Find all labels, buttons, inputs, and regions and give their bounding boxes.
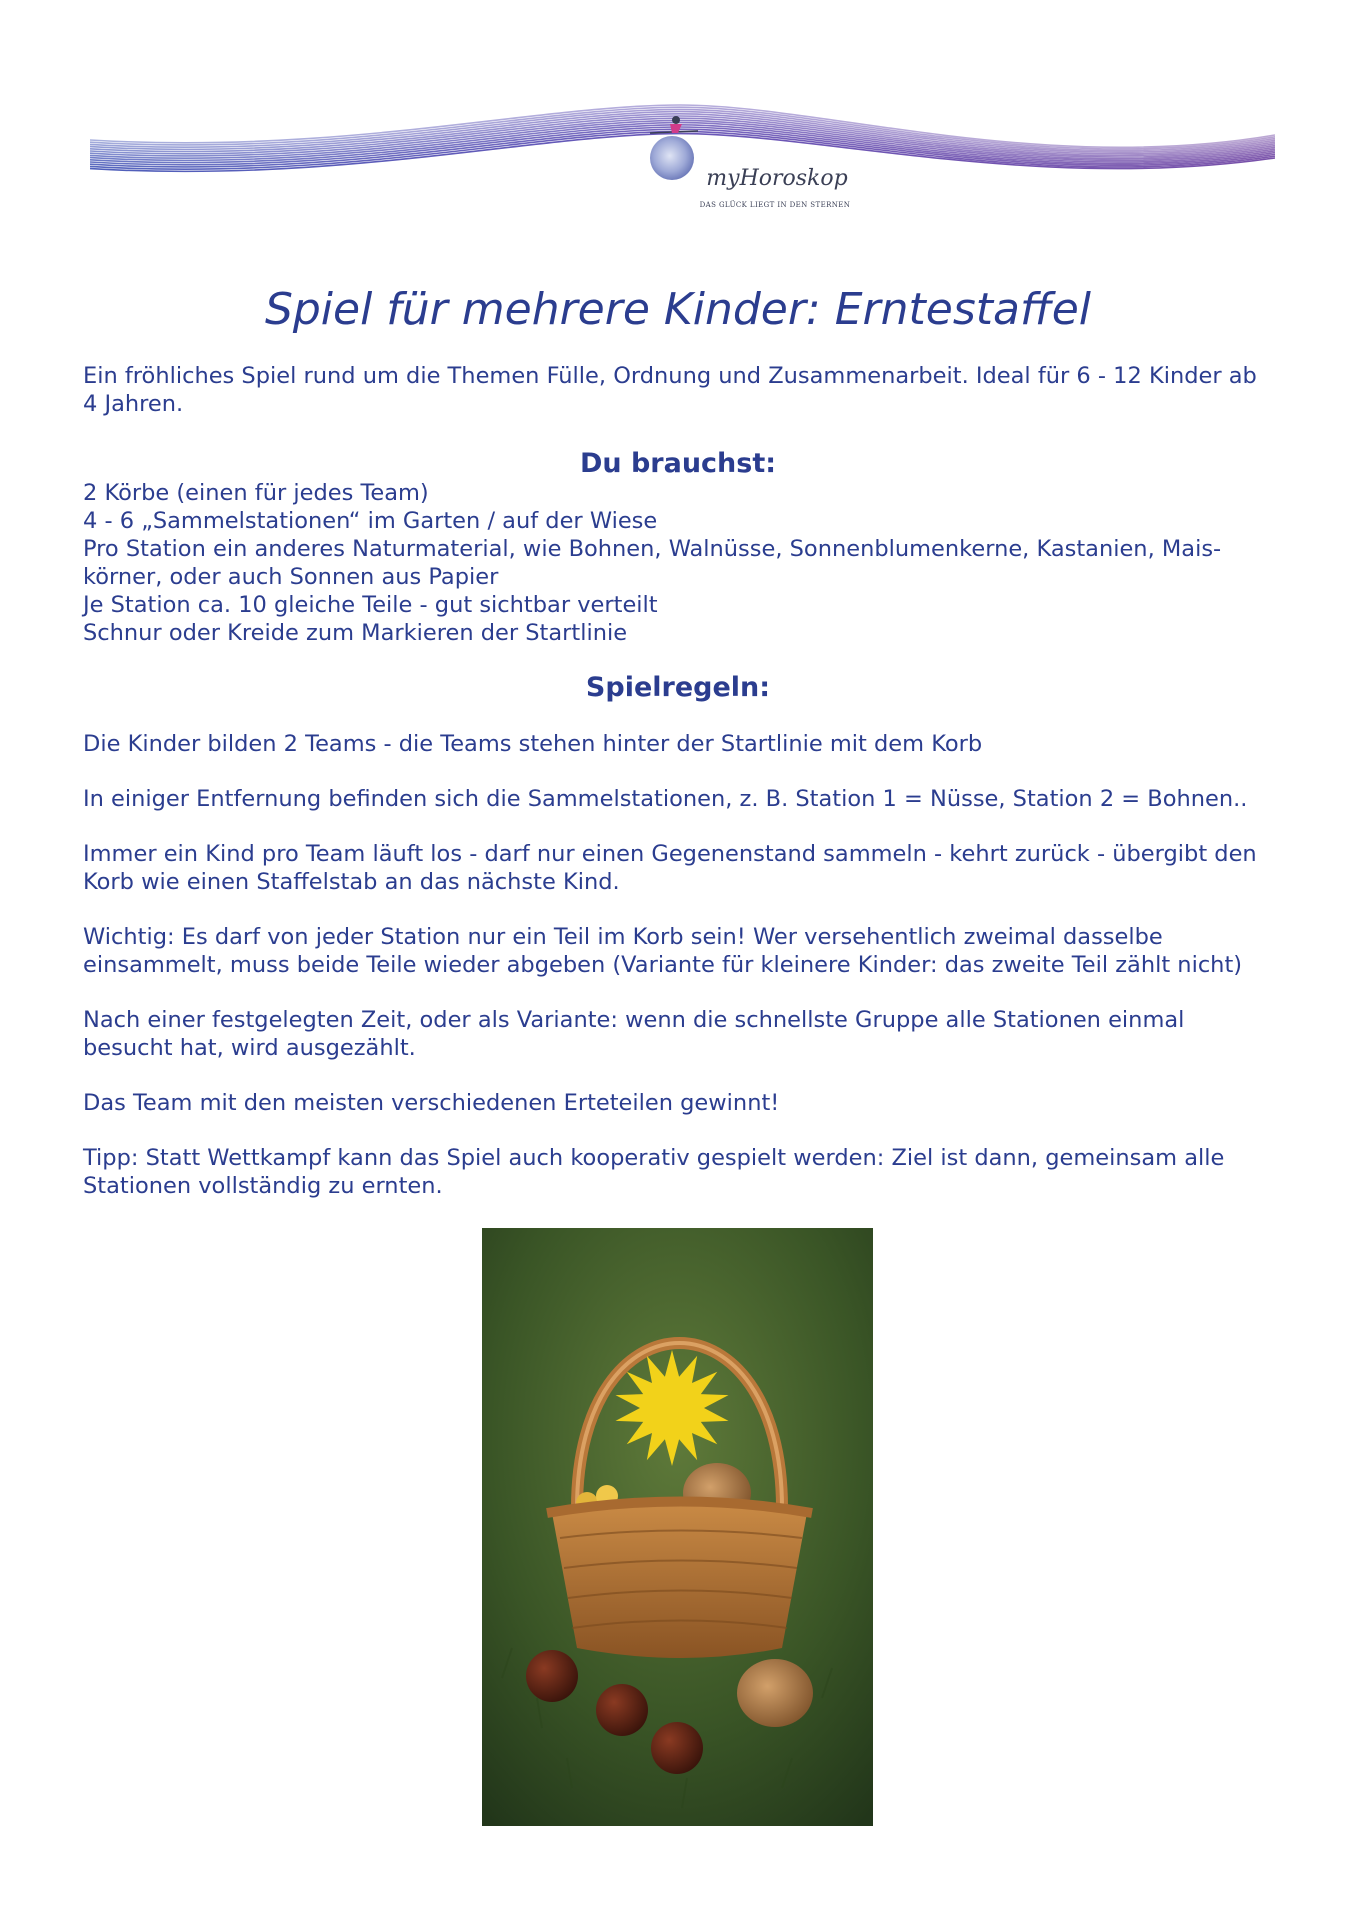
brand-tagline: DAS GLÜCK LIEGT IN DEN STERNEN — [699, 201, 851, 209]
rule-paragraph: Das Team mit den meisten verschiedenen Erteteilen gewinnt! — [83, 1090, 780, 1116]
materials-line: Pro Station ein anderes Naturmaterial, wie Bohnen, Walnüsse, Sonnenblumenkerne, Kastanien, Mais- — [83, 536, 1222, 562]
rule-paragraph: In einiger Entfernung befinden sich die Sammelstationen, z. B. Station 1 = Nüsse, Station 2 = Bohnen.. — [83, 786, 1248, 812]
rule-paragraph: Nach einer festgelegten Zeit, oder als Variante: wenn die schnellste Gruppe alle Stationen einmal besucht hat, wird ausgezählt. — [83, 1007, 1185, 1061]
basket-photo — [482, 1228, 873, 1826]
rule-paragraph: Die Kinder bilden 2 Teams - die Teams stehen hinter der Startlinie mit dem Korb — [83, 731, 983, 757]
brand-logo-text: myHoroskop — [706, 166, 848, 191]
materials-line: Je Station ca. 10 gleiche Teile - gut sichtbar verteilt — [83, 592, 658, 618]
rule-paragraph: Wichtig: Es darf von jeder Station nur ein Teil im Korb sein! Wer versehentlich zweimal dasselbe einsammelt, muss beide Teile wieder abgeben (Variante für kleinere Kinder: das zweite Teil zählt nicht) — [83, 924, 1243, 978]
materials-heading: Du brauchst: — [579, 448, 777, 479]
materials-line: Schnur oder Kreide zum Markieren der Startlinie — [83, 620, 628, 646]
materials-list — [83, 479, 1268, 647]
intro-paragraph: Ein fröhliches Spiel rund um die Themen Fülle, Ordnung und Zusammenarbeit. Ideal für 6 - 12 Kinder ab 4 Jahren. — [83, 363, 1257, 417]
rules-section — [83, 730, 1268, 1227]
wave-logo-graphic — [90, 100, 1275, 220]
rule-paragraph: Immer ein Kind pro Team läuft los - darf nur einen Gegenenstand sammeln - kehrt zurück - übergibt den Korb wie einen Staffelstab an das nächste Kind. — [83, 841, 1257, 895]
rule-paragraph: Tipp: Statt Wettkampf kann das Spiel auch kooperativ gespielt werden: Ziel ist dann, gemeinsam alle Stationen vollständig zu ernten. — [83, 1145, 1225, 1199]
header-banner — [90, 100, 1275, 220]
page-title: Spiel für mehrere Kinder: Erntestaffel — [264, 284, 1092, 335]
rules-heading: Spielregeln: — [585, 672, 771, 703]
materials-line: 4 - 6 „Sammelstationen“ im Garten / auf der Wiese — [83, 508, 658, 534]
materials-line: 2 Körbe (einen für jedes Team) — [83, 480, 429, 506]
materials-line: körner, oder auch Sonnen aus Papier — [83, 564, 499, 590]
basket-illustration — [482, 1228, 873, 1826]
